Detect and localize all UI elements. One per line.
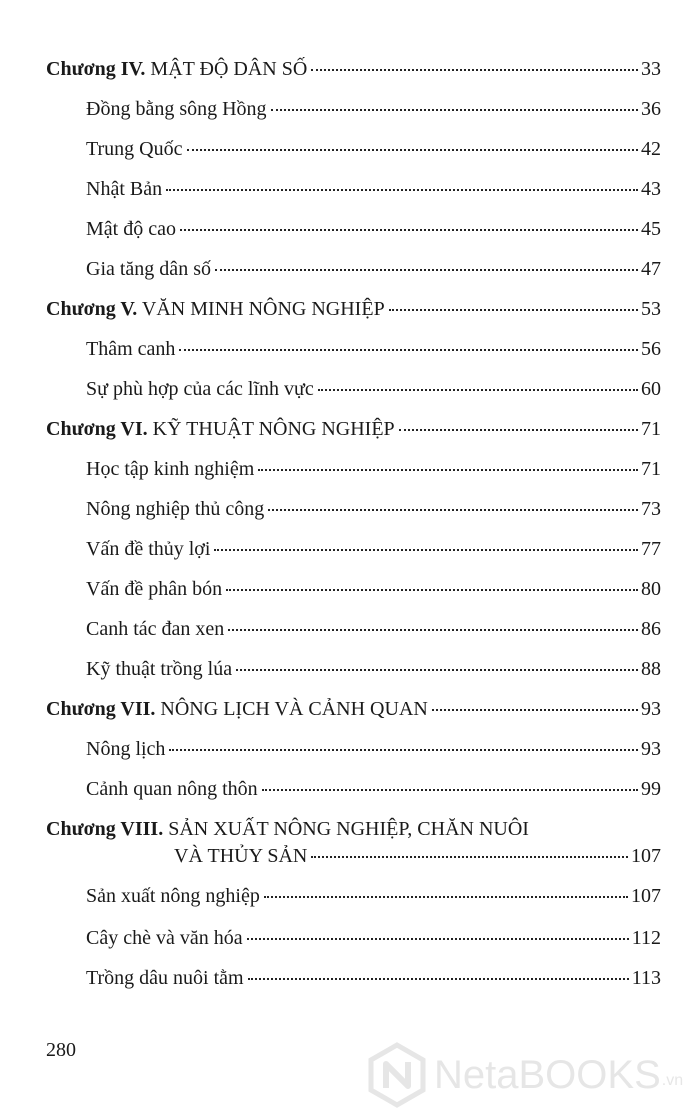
dot-leader: [214, 548, 638, 551]
toc-section-row: [86, 616, 661, 642]
toc-section-row: [86, 256, 661, 282]
dot-leader: [248, 977, 629, 980]
section-title: Nông lịch: [86, 738, 166, 760]
toc-section-row: [86, 925, 661, 951]
page-ref: 73: [641, 498, 661, 520]
toc-section-row: [86, 965, 661, 991]
page-ref: 88: [641, 658, 661, 680]
chapter-prefix: Chương VII.: [46, 698, 156, 720]
section-title: Vấn đề phân bón: [86, 578, 223, 600]
page-ref: 60: [641, 378, 661, 400]
toc-chapter-heading: [46, 816, 529, 842]
toc-chapter-row: [174, 843, 661, 869]
dot-leader: [399, 428, 638, 431]
page-ref: 53: [641, 298, 661, 320]
toc-section-row: [86, 536, 661, 562]
chapter-title: VĂN MINH NÔNG NGHIỆP: [141, 298, 385, 320]
toc-section-row: [86, 136, 661, 162]
chapter-label: [46, 296, 385, 322]
page-ref: 56: [641, 338, 661, 360]
page-ref: 112: [631, 927, 661, 949]
section-title: Nông nghiệp thủ công: [86, 498, 265, 520]
toc-section-row: [86, 376, 661, 402]
chapter-prefix: Chương IV.: [46, 58, 146, 80]
chapter-prefix: Chương VI.: [46, 418, 148, 440]
dot-leader: [180, 228, 638, 231]
chapter-title: MẬT ĐỘ DÂN SỐ: [150, 58, 308, 80]
section-title: Kỹ thuật trồng lúa: [86, 658, 233, 680]
page-ref: 113: [631, 967, 661, 989]
dot-leader: [268, 508, 638, 511]
page-ref: 36: [641, 98, 661, 120]
page-ref: 43: [641, 178, 661, 200]
chapter-title-continued: VÀ THỦY SẢN: [174, 845, 308, 867]
dot-leader: [318, 388, 638, 391]
toc-section-row: [86, 736, 661, 762]
dot-leader: [264, 895, 628, 898]
page-ref: 47: [641, 258, 661, 280]
page-ref: 77: [641, 538, 661, 560]
toc-section-row: [86, 216, 661, 242]
watermark: [366, 1040, 696, 1110]
toc-section-row: [86, 883, 661, 909]
page-ref: 71: [641, 458, 661, 480]
toc-chapter-row: [46, 696, 661, 722]
dot-leader: [262, 788, 638, 791]
toc-section-row: [86, 576, 661, 602]
section-title: Vấn đề thủy lợi: [86, 538, 211, 560]
section-title: Học tập kinh nghiệm: [86, 458, 255, 480]
dot-leader: [258, 468, 638, 471]
neta-logo-icon: [366, 1042, 428, 1108]
chapter-prefix: Chương V.: [46, 298, 138, 320]
section-title: Đồng bằng sông Hồng: [86, 98, 267, 120]
section-title: Canh tác đan xen: [86, 618, 225, 640]
dot-leader: [166, 188, 638, 191]
chapter-label: [46, 416, 395, 442]
page-ref: 86: [641, 618, 661, 640]
toc-section-row: [86, 496, 661, 522]
section-title: Trung Quốc: [86, 138, 183, 160]
dot-leader: [179, 348, 638, 351]
toc-section-row: [86, 96, 661, 122]
dot-leader: [389, 308, 638, 311]
chapter-label: [46, 696, 428, 722]
section-title: Mật độ cao: [86, 218, 176, 240]
toc-section-row: [86, 656, 661, 682]
chapter-title: SẢN XUẤT NÔNG NGHIỆP, CHĂN NUÔI: [168, 818, 529, 840]
dot-leader: [187, 148, 639, 151]
page-ref: 80: [641, 578, 661, 600]
section-title: Cây chè và văn hóa: [86, 927, 243, 949]
page-ref: 93: [641, 698, 661, 720]
section-title: Gia tăng dân số: [86, 258, 211, 280]
dot-leader: [432, 708, 638, 711]
dot-leader: [215, 268, 638, 271]
dot-leader: [228, 628, 638, 631]
dot-leader: [236, 668, 638, 671]
dot-leader: [311, 68, 638, 71]
toc-section-row: [86, 776, 661, 802]
toc-chapter-row: [46, 296, 661, 322]
toc-section-row: [86, 456, 661, 482]
watermark-brand: NetaBOOKS: [434, 1052, 661, 1097]
toc-section-row: [86, 336, 661, 362]
dot-leader: [247, 937, 629, 940]
section-title: Sự phù hợp của các lĩnh vực: [86, 378, 314, 400]
page-ref: 107: [631, 845, 661, 867]
dot-leader: [311, 855, 628, 858]
section-title: Sản xuất nông nghiệp: [86, 885, 260, 907]
toc-section-row: [86, 176, 661, 202]
section-title: Trồng dâu nuôi tằm: [86, 967, 244, 989]
watermark-suffix: .vn: [661, 1072, 684, 1089]
chapter-label: [46, 56, 307, 82]
page-ref: 99: [641, 778, 661, 800]
page-ref: 71: [641, 418, 661, 440]
page-number: 280: [46, 1039, 76, 1061]
dot-leader: [271, 108, 638, 111]
section-title: Cảnh quan nông thôn: [86, 778, 258, 800]
page-ref: 45: [641, 218, 661, 240]
toc-chapter-row: [46, 416, 661, 442]
section-title: Nhật Bản: [86, 178, 163, 200]
section-title: Thâm canh: [86, 338, 176, 360]
chapter-title: NÔNG LỊCH VÀ CẢNH QUAN: [160, 698, 428, 720]
page-ref: 42: [641, 138, 661, 160]
chapter-title: KỸ THUẬT NÔNG NGHIỆP: [152, 418, 395, 440]
page-ref: 93: [641, 738, 661, 760]
page-ref: 107: [631, 885, 661, 907]
chapter-prefix: Chương VIII.: [46, 818, 164, 840]
dot-leader: [169, 748, 638, 751]
dot-leader: [226, 588, 638, 591]
page-ref: 33: [641, 58, 661, 80]
toc-chapter-row: [46, 56, 661, 82]
